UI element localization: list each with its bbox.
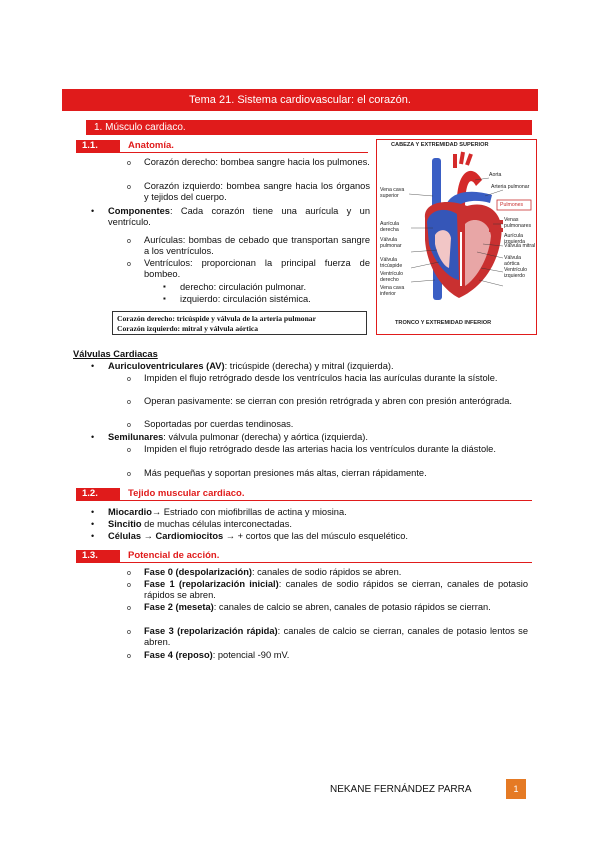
- list-item: Corazón izquierdo: bombea sangre hacia los órganos y tejidos del cuerpo.: [144, 181, 370, 203]
- term-label: Células → Cardiomiocitos →: [108, 531, 236, 541]
- footer-author: NEKANE FERNÁNDEZ PARRA: [330, 784, 472, 795]
- label-ventriculo-izquierdo: Ventrículo izquierdo: [504, 267, 528, 279]
- label-vena-cava-superior: Vena cava superior: [380, 187, 405, 199]
- term-label: Fase 4 (reposo): [144, 650, 213, 660]
- circle-bullet-icon: o: [127, 184, 131, 191]
- bullet-icon: •: [91, 507, 95, 517]
- label-vena-cava-inferior: Vena cava inferior: [380, 285, 405, 297]
- subsection-title: Anatomía.: [128, 140, 174, 151]
- page-title: Tema 21. Sistema cardiovascular: el corazón.: [62, 89, 538, 111]
- term-text: : canales de sodio rápidos se cierran, canales de potasio rápidos se abren.: [144, 579, 528, 601]
- term-label: Fase 1 (repolarización inicial): [144, 579, 279, 589]
- bullet-icon: •: [91, 432, 95, 442]
- circle-bullet-icon: o: [127, 160, 131, 167]
- term-label: Auriculoventriculares (AV): [108, 361, 225, 371]
- list-item: [144, 650, 528, 661]
- section-heading-1: 1. Músculo cardiaco.: [86, 120, 532, 135]
- list-item: Impiden el flujo retrógrado desde los ventrículos hacia las aurículas durante la sístole.: [144, 373, 498, 383]
- bullet-icon: •: [91, 531, 95, 541]
- subsection-heading-1-3: [76, 549, 532, 563]
- list-item: [108, 507, 528, 518]
- callout-line: Corazón derecho: tricúspide y válvula de la arteria pulmonar: [117, 314, 316, 323]
- term-label: Fase 3 (repolarización rápida): [144, 626, 278, 636]
- list-item: Más pequeñas y soportan presiones más altas, cierran rápidamente.: [144, 468, 427, 478]
- circle-bullet-icon: o: [127, 629, 131, 636]
- subsection-number: 1.3.: [76, 550, 120, 562]
- circle-bullet-icon: o: [127, 653, 131, 660]
- aorta-branches-shape: [455, 152, 471, 168]
- circle-bullet-icon: o: [127, 376, 131, 383]
- list-item: [108, 206, 370, 229]
- subsection-number: 1.2.: [76, 488, 120, 500]
- diagram-bottom-label: TRONCO Y EXTREMIDAD INFERIOR: [395, 320, 492, 326]
- list-item: izquierdo: circulación sistémica.: [180, 294, 311, 304]
- valvulas-heading: Válvulas Cardiacas: [73, 349, 158, 359]
- circle-bullet-icon: o: [127, 605, 131, 612]
- list-item: Ventrículos: proporcionan la principal fuerza de bombeo.: [144, 258, 370, 280]
- list-item: [144, 602, 528, 613]
- term-label: Sincitio: [108, 519, 142, 529]
- diagram-top-label: CABEZA Y EXTREMIDAD SUPERIOR: [391, 142, 489, 148]
- pulmonary-vein-shape: [489, 228, 503, 232]
- list-item: [144, 626, 528, 649]
- term-text: : Cada corazón tiene una aurícula y un ventrículo.: [108, 206, 370, 228]
- subsection-number: 1.1.: [76, 140, 120, 152]
- label-venas-pulmonares: Venas pulmonares: [504, 217, 532, 229]
- term-text: : canales de calcio se abren, canales de potasio rápidos se cierran.: [213, 602, 491, 612]
- subsection-title: Tejido muscular cardiaco.: [128, 488, 245, 499]
- list-item: Impiden el flujo retrógrado desde las arterias hacia los ventrículos durante la diástole.: [144, 444, 496, 454]
- term-text: : canales de calcio se cierran, canales de potasio lentos se abren.: [144, 626, 528, 648]
- subsection-title: Potencial de acción.: [128, 550, 220, 561]
- square-bullet-icon: ▪: [163, 282, 166, 291]
- page-number: 1: [506, 779, 526, 799]
- circle-bullet-icon: o: [127, 238, 131, 245]
- circle-bullet-icon: o: [127, 261, 131, 268]
- circle-bullet-icon: o: [127, 582, 131, 589]
- list-item: [108, 361, 528, 372]
- square-bullet-icon: ▪: [163, 294, 166, 303]
- label-valvula-aortica: Válvula aórtica: [504, 255, 522, 267]
- term-label: Fase 2 (meseta): [144, 602, 214, 612]
- circle-bullet-icon: o: [127, 422, 131, 429]
- term-text: : canales de sodio rápidos se abren.: [251, 567, 402, 577]
- term-label: Miocardio: [108, 507, 152, 517]
- term-text: → Estriado con miofibrillas de actina y miosina.: [151, 507, 347, 517]
- label-auricula-izquierda: Aurícula izquierda: [504, 233, 526, 245]
- list-item: Operan pasivamente: se cierran con presión retrógrada y abren con presión anterógrada.: [144, 396, 512, 406]
- list-item: [108, 531, 528, 542]
- bullet-icon: •: [91, 361, 95, 371]
- term-text: de muchas células interconectadas.: [141, 519, 292, 529]
- label-valvula-mitral: Válvula mitral: [504, 243, 536, 249]
- list-item: [144, 567, 528, 578]
- label-pulmones: Pulmones: [500, 202, 524, 208]
- subsection-heading-1-2: [76, 487, 532, 501]
- heart-diagram: [376, 139, 537, 335]
- circle-bullet-icon: o: [127, 471, 131, 478]
- bullet-icon: •: [91, 206, 95, 216]
- pulmonary-vein-shape: [489, 220, 503, 224]
- circle-bullet-icon: o: [127, 570, 131, 577]
- term-label: Semilunares: [108, 432, 164, 442]
- label-auricula-derecha: Aurícula derecha: [380, 221, 400, 233]
- callout-line: Corazón izquierdo: mitral y válvula aórtica: [117, 324, 259, 333]
- label-ventriculo-derecho: Ventrículo derecho: [380, 271, 404, 283]
- label-valvula-tricuspide: Válvula tricúspide: [380, 257, 403, 269]
- list-item: derecho: circulación pulmonar.: [180, 282, 307, 292]
- bullet-icon: •: [91, 519, 95, 529]
- term-text: : potencial -90 mV.: [212, 650, 290, 660]
- list-item: Soportadas por cuerdas tendinosas.: [144, 419, 294, 429]
- list-item: [144, 579, 528, 602]
- term-label: Componentes: [108, 206, 170, 216]
- term-text: : válvula pulmonar (derecha) y aórtica (izquierda).: [163, 432, 368, 442]
- term-label: Fase 0 (despolarización): [144, 567, 252, 577]
- label-aorta: Aorta: [489, 172, 502, 178]
- term-text: : tricúspide (derecha) y mitral (izquierda).: [224, 361, 394, 371]
- circle-bullet-icon: o: [127, 447, 131, 454]
- label-valvula-pulmonar: Válvula pulmonar: [380, 237, 402, 249]
- list-item: [108, 519, 528, 530]
- circle-bullet-icon: o: [127, 399, 131, 406]
- label-arteria-pulmonar: Arteria pulmonar: [491, 184, 530, 190]
- list-item: Aurículas: bombas de cebado que transportan sangre a los ventrículos.: [144, 235, 370, 257]
- subsection-heading-1-1: [76, 139, 368, 153]
- list-item: Corazón derecho: bombea sangre hacia los pulmones.: [144, 157, 370, 167]
- term-text: + cortos que las del músculo esquelético.: [235, 531, 408, 541]
- list-item: [108, 432, 528, 443]
- valves-callout: [112, 311, 367, 335]
